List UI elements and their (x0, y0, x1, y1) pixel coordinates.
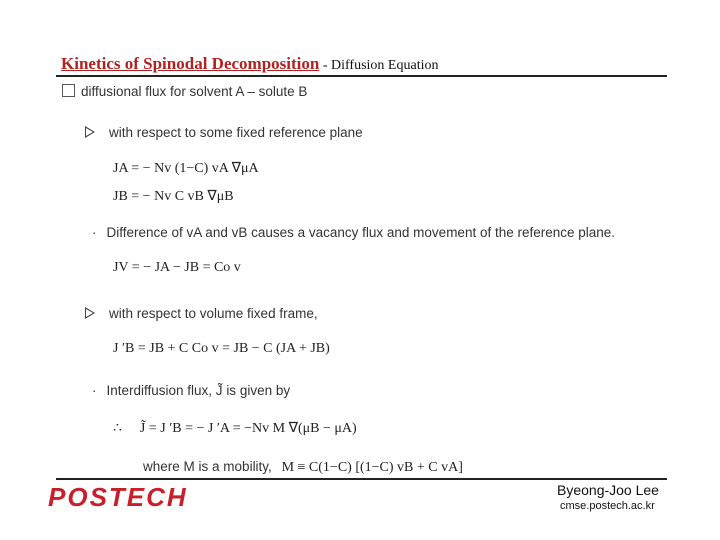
equation-jprime-b-text: J ′B = JB + C Co v = JB − C (JA + JB) (113, 341, 330, 356)
equation-jprime-b (113, 341, 330, 357)
therefore-symbol: ∴ (113, 421, 122, 436)
postech-logo (48, 484, 230, 510)
volume-frame-line (85, 306, 318, 321)
heading-text: diffusional flux for solvent A – solute B (81, 84, 308, 99)
equation-jv-text: JV = − JA − JB = Co v (113, 260, 241, 275)
slide-title (61, 54, 438, 74)
fixed-plane-text: with respect to some fixed reference plane (109, 125, 363, 140)
mobility-prefix: where (143, 459, 180, 474)
top-rule (56, 75, 667, 77)
mobility-text: M is a mobility, (183, 459, 272, 474)
equation-ja (113, 160, 259, 177)
equation-jb (113, 188, 234, 205)
triangle-bullet-icon (85, 307, 95, 319)
author-name: Byeong-Joo Lee (557, 482, 659, 498)
equation-jb-text: JB = − Nv C vB ∇μB (113, 189, 234, 204)
title-sub: Diffusion Equation (331, 58, 439, 73)
title-separator: - (319, 58, 332, 73)
checkbox-bullet-icon (62, 84, 75, 97)
equation-jv (113, 260, 241, 276)
equation-ja-text: JA = − Nv (1−C) vA ∇μA (113, 161, 259, 176)
volume-frame-text: with respect to volume fixed frame, (109, 306, 318, 321)
vacancy-note-text: Difference of vA and vB causes a vacancy flux and movement of the reference plane. (106, 225, 616, 240)
heading-line (62, 84, 307, 99)
equation-mobility: M ≡ C(1−C) [(1−C) vB + C vA] (281, 460, 463, 475)
fixed-plane-line (85, 125, 363, 140)
mobility-line (143, 459, 463, 476)
postech-logo-text: POSTECH (48, 484, 188, 510)
equation-jtilde-text: J̃ = J ′B = − J ′A = −Nv M ∇(μB − μA) (139, 421, 357, 436)
interdiffusion-line (92, 383, 290, 398)
interdiffusion-text: Interdiffusion flux, J̃ is given by (106, 383, 291, 398)
title-main: Kinetics of Spinodal Decomposition (61, 54, 320, 73)
vacancy-note-line (92, 225, 615, 240)
bottom-rule (56, 478, 667, 480)
dot-bullet-icon: · (92, 383, 97, 398)
dot-bullet-icon: · (92, 225, 97, 240)
site-url: cmse.postech.ac.kr (560, 500, 655, 512)
equation-jtilde (113, 420, 357, 437)
triangle-bullet-icon (85, 126, 95, 138)
